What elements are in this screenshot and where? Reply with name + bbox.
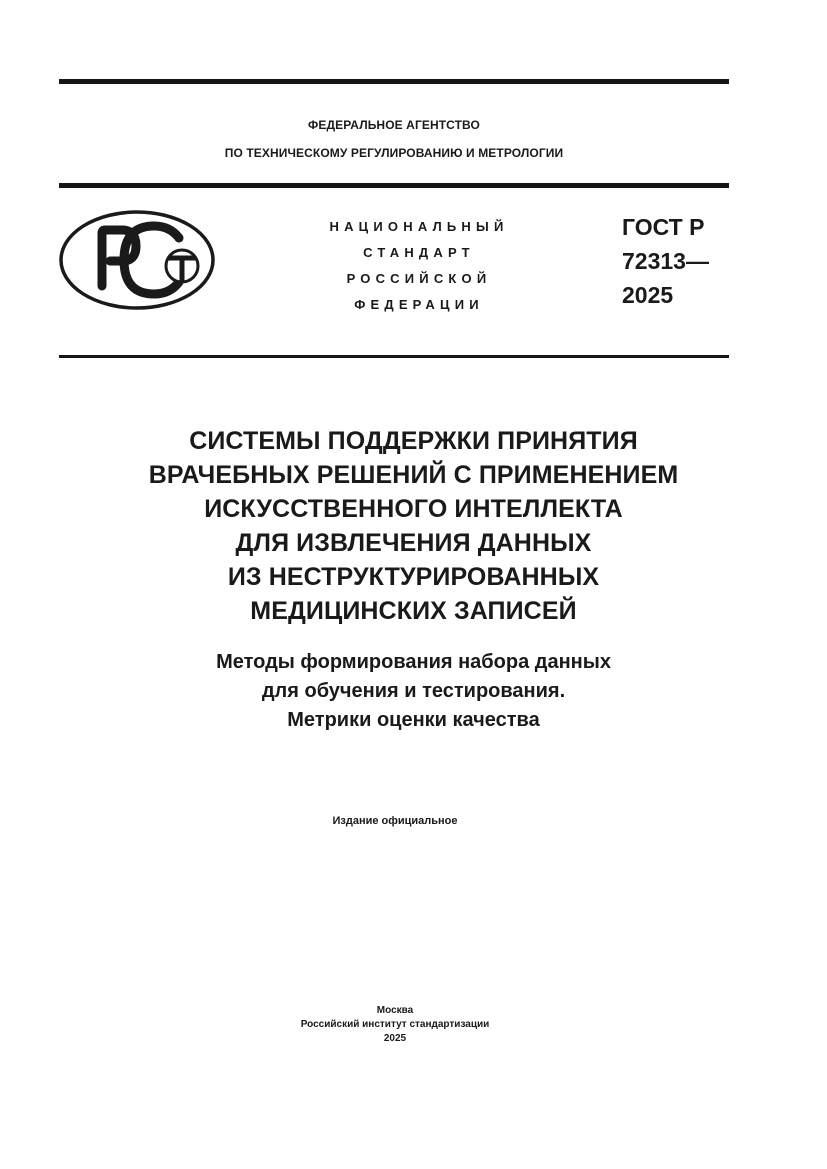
title-line: СИСТЕМЫ ПОДДЕРЖКИ ПРИНЯТИЯ — [189, 427, 638, 455]
top-divider — [59, 79, 729, 84]
agency-line-1: ФЕДЕРАЛЬНОЕ АГЕНТСТВО — [308, 118, 480, 132]
national-standard-line: ФЕДЕРАЦИИ — [354, 297, 484, 312]
subtitle-line: для обучения и тестирования. — [261, 680, 566, 702]
publisher-year: 2025 — [383, 1033, 407, 1044]
document-title — [40, 424, 787, 628]
title-line: ИСКУССТВЕННОГО ИНТЕЛЛЕКТА — [204, 495, 623, 523]
title-line: МЕДИЦИНСКИХ ЗАПИСЕЙ — [250, 597, 577, 625]
national-standard-heading — [292, 214, 546, 318]
middle-divider — [59, 183, 729, 188]
title-line: ИЗ НЕСТРУКТУРИРОВАННЫХ — [227, 563, 600, 591]
subtitle-line: Методы формирования набора данных — [216, 651, 611, 673]
document-subtitle — [40, 648, 787, 735]
edition-note: Издание официальное — [332, 815, 458, 827]
standard-designation — [622, 210, 709, 312]
national-standard-line: РОССИЙСКОЙ — [346, 271, 492, 286]
designation-number: 72313— — [622, 248, 709, 274]
agency-header — [59, 111, 729, 167]
publisher-city: Москва — [376, 1005, 414, 1016]
subtitle-line: Метрики оценки качества — [287, 709, 540, 731]
national-standard-line: СТАНДАРТ — [363, 245, 475, 260]
agency-line-2: ПО ТЕХНИЧЕСКОМУ РЕГУЛИРОВАНИЮ И МЕТРОЛОГИИ — [224, 146, 564, 160]
bottom-divider — [59, 355, 729, 358]
publisher-block — [0, 1004, 790, 1046]
national-standard-line: НАЦИОНАЛЬНЫЙ — [329, 219, 509, 234]
designation-year: 2025 — [622, 282, 674, 308]
rst-certification-mark-icon — [58, 208, 216, 312]
title-line: ВРАЧЕБНЫХ РЕШЕНИЙ С ПРИМЕНЕНИЕМ — [148, 461, 679, 489]
designation-prefix: ГОСТ Р — [622, 214, 705, 240]
title-line: ДЛЯ ИЗВЛЕЧЕНИЯ ДАННЫХ — [235, 529, 592, 557]
publisher-institute: Российский институт стандартизации — [300, 1019, 490, 1030]
